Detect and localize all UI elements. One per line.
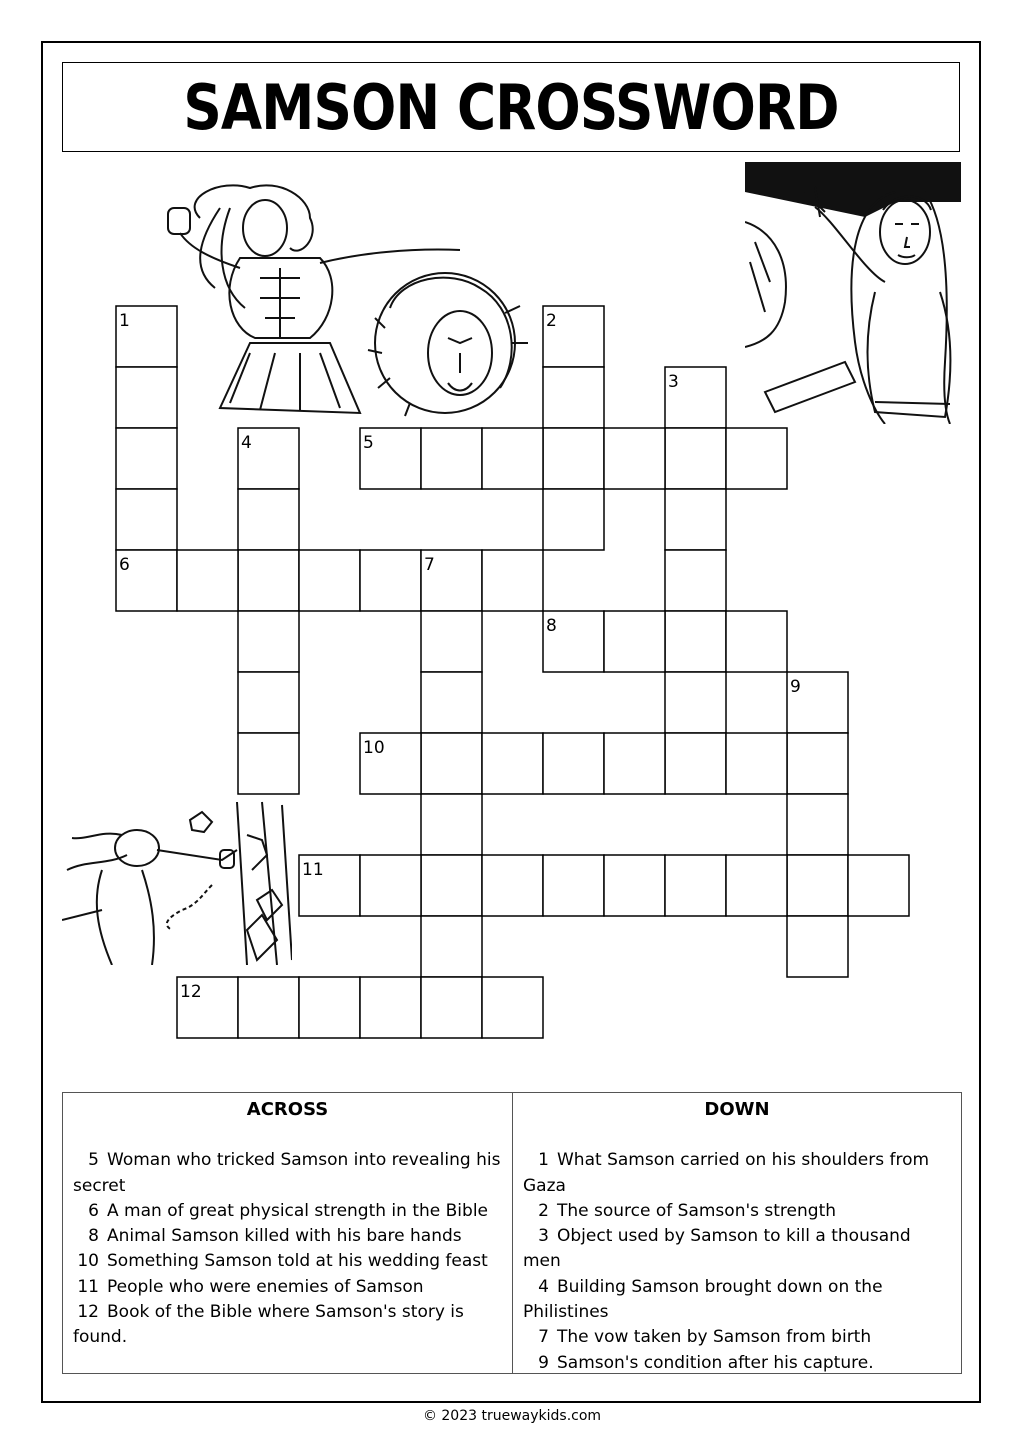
- crossword-cell[interactable]: [238, 977, 299, 1038]
- crossword-cell[interactable]: [665, 428, 726, 489]
- clue-number: 5: [88, 1150, 99, 1171]
- crossword-cell[interactable]: [421, 611, 482, 672]
- clue-number: 7: [538, 1327, 549, 1348]
- crossword-cell[interactable]: [726, 855, 787, 916]
- across-clue-10: [73, 1249, 502, 1274]
- crossword-cell[interactable]: [177, 550, 238, 611]
- crossword-cell[interactable]: [238, 550, 299, 611]
- down-clues: [512, 1093, 961, 1373]
- crossword-cell[interactable]: [848, 855, 909, 916]
- crossword-cell[interactable]: [787, 916, 848, 977]
- crossword-cell[interactable]: [421, 916, 482, 977]
- clue-number: 1: [538, 1150, 549, 1171]
- cell-number-10: 10: [363, 738, 385, 758]
- across-clues: [63, 1093, 512, 1373]
- copyright-footer: © 2023 truewaykids.com: [422, 1408, 602, 1424]
- crossword-cell[interactable]: [299, 977, 360, 1038]
- across-clue-5: [73, 1148, 502, 1199]
- crossword-cell[interactable]: [482, 855, 543, 916]
- crossword-cell[interactable]: [238, 733, 299, 794]
- clue-number: 3: [538, 1226, 549, 1247]
- crossword-cell[interactable]: [665, 672, 726, 733]
- crossword-cell[interactable]: [238, 672, 299, 733]
- cell-number-3: 3: [668, 372, 679, 392]
- clue-text: Building Samson brought down on the Philistines: [523, 1276, 883, 1323]
- down-clue-2: [523, 1199, 951, 1224]
- clue-number: 2: [538, 1200, 549, 1221]
- crossword-cell[interactable]: [543, 733, 604, 794]
- clue-text: Animal Samson killed with his bare hands: [107, 1226, 462, 1247]
- across-clue-8: [73, 1224, 502, 1249]
- clue-number: 10: [77, 1251, 99, 1272]
- crossword-cell[interactable]: [543, 855, 604, 916]
- crossword-cell[interactable]: [604, 855, 665, 916]
- crossword-cell[interactable]: [604, 611, 665, 672]
- crossword-cell[interactable]: [665, 550, 726, 611]
- crossword-cell[interactable]: [299, 550, 360, 611]
- crossword-cell[interactable]: [116, 367, 177, 428]
- crossword-cell[interactable]: [604, 733, 665, 794]
- crossword-cell[interactable]: [543, 367, 604, 428]
- down-clue-1: [523, 1148, 951, 1199]
- crossword-cell[interactable]: [543, 489, 604, 550]
- crossword-cell[interactable]: [482, 977, 543, 1038]
- down-heading: DOWN: [704, 1099, 770, 1120]
- across-clue-6: [73, 1199, 502, 1224]
- crossword-cell[interactable]: [726, 428, 787, 489]
- crossword-cell[interactable]: [238, 611, 299, 672]
- crossword-cell[interactable]: [360, 977, 421, 1038]
- clue-text: What Samson carried on his shoulders from Gaza: [523, 1150, 930, 1196]
- down-clue-7: [523, 1325, 951, 1350]
- crossword-cell[interactable]: [665, 611, 726, 672]
- down-clue-4: [523, 1275, 951, 1326]
- crossword-cell[interactable]: [665, 489, 726, 550]
- clue-text: The vow taken by Samson from birth: [557, 1327, 872, 1348]
- across-clue-12: [73, 1300, 502, 1351]
- crossword-cell[interactable]: [421, 672, 482, 733]
- clues-panel: [62, 1092, 962, 1374]
- crossword-cell[interactable]: [238, 489, 299, 550]
- crossword-cell[interactable]: [665, 733, 726, 794]
- down-clue-3: [523, 1224, 951, 1275]
- cell-number-2: 2: [546, 311, 557, 331]
- crossword-cell[interactable]: [421, 794, 482, 855]
- crossword-cell[interactable]: [787, 855, 848, 916]
- clue-number: 11: [77, 1276, 99, 1297]
- across-heading: ACROSS: [246, 1099, 329, 1120]
- cell-number-5: 5: [363, 433, 374, 453]
- clue-number: 9: [538, 1352, 549, 1373]
- crossword-cell[interactable]: [787, 733, 848, 794]
- across-clue-11: [73, 1275, 502, 1300]
- down-clue-9: [523, 1351, 951, 1376]
- page-title: SAMSON CROSSWORD: [183, 70, 839, 144]
- crossword-cell[interactable]: [360, 855, 421, 916]
- clue-text: Samson's condition after his capture.: [557, 1352, 874, 1373]
- clue-number: 12: [77, 1302, 99, 1323]
- clue-text: The source of Samson's strength: [557, 1200, 837, 1221]
- clue-text: Object used by Samson to kill a thousand men: [523, 1226, 911, 1272]
- cell-number-11: 11: [302, 860, 324, 880]
- crossword-cell[interactable]: [726, 733, 787, 794]
- clue-number: 8: [88, 1226, 99, 1247]
- crossword-cell[interactable]: [543, 428, 604, 489]
- clue-number: 4: [538, 1276, 549, 1297]
- cell-number-6: 6: [119, 555, 130, 575]
- crossword-cell[interactable]: [482, 733, 543, 794]
- crossword-cell[interactable]: [421, 733, 482, 794]
- clue-text: Woman who tricked Samson into revealing his secret: [73, 1150, 501, 1196]
- cell-number-8: 8: [546, 616, 557, 636]
- crossword-cell[interactable]: [360, 550, 421, 611]
- crossword-cell[interactable]: [787, 794, 848, 855]
- cell-number-9: 9: [790, 677, 801, 697]
- cell-number-4: 4: [241, 433, 252, 453]
- clue-text: People who were enemies of Samson: [107, 1276, 424, 1297]
- crossword-cell[interactable]: [482, 550, 543, 611]
- cell-number-7: 7: [424, 555, 435, 575]
- crossword-cell[interactable]: [482, 428, 543, 489]
- crossword-cell[interactable]: [604, 428, 665, 489]
- clue-text: Book of the Bible where Samson's story is found.: [73, 1302, 464, 1348]
- crossword-cell[interactable]: [116, 428, 177, 489]
- crossword-cell[interactable]: [726, 611, 787, 672]
- cell-number-12: 12: [180, 982, 202, 1002]
- crossword-cell[interactable]: [421, 855, 482, 916]
- clue-text: Something Samson told at his wedding feast: [107, 1251, 488, 1272]
- crossword-cell[interactable]: [116, 489, 177, 550]
- crossword-cell[interactable]: [665, 855, 726, 916]
- cell-number-1: 1: [119, 311, 130, 331]
- clue-text: A man of great physical strength in the Bible: [107, 1200, 488, 1221]
- crossword-cell[interactable]: [421, 977, 482, 1038]
- clue-number: 6: [88, 1200, 99, 1221]
- crossword-cell[interactable]: [421, 428, 482, 489]
